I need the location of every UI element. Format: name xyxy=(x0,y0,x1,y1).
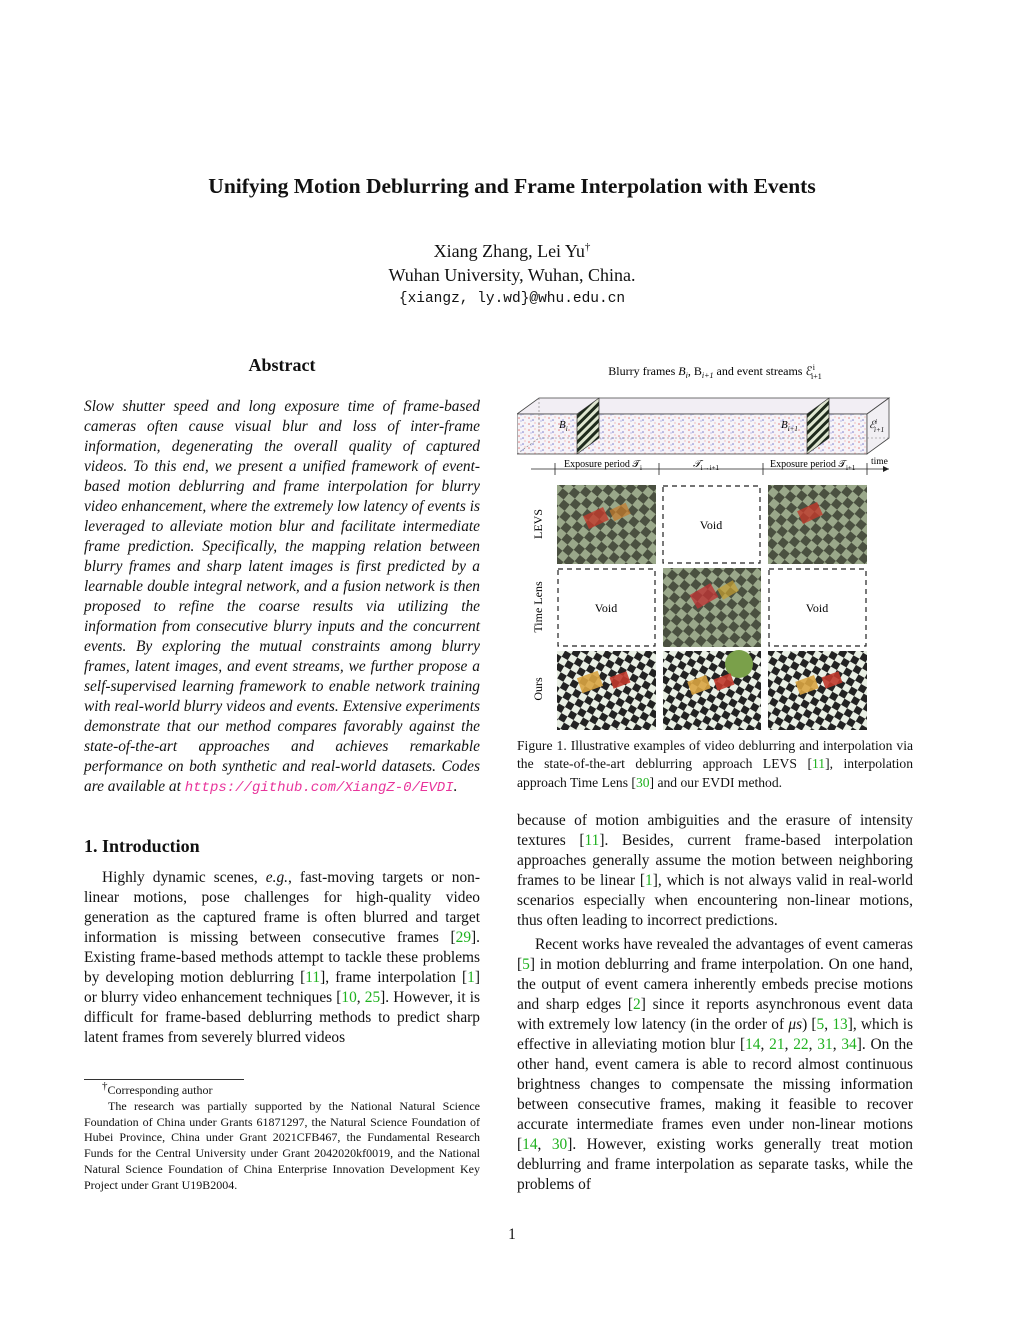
citation[interactable]: 22 xyxy=(793,1036,809,1053)
svg-text:𝒯i→i+1: 𝒯$_{i\to i+1}$ xyxy=(693,459,720,472)
left-column xyxy=(84,355,480,1052)
svg-text:Bi+1: $B_{i+1}$ xyxy=(781,419,798,433)
citation[interactable]: 1 xyxy=(467,969,475,986)
citation[interactable]: 29 xyxy=(455,929,472,946)
timeline xyxy=(531,457,889,475)
paper-email: {xiangz, ly.wd}@whu.edu.cn xyxy=(398,291,626,307)
citation[interactable]: 5 xyxy=(522,956,530,973)
figure-graphic xyxy=(517,356,913,736)
svg-text:Void: Void xyxy=(805,601,829,615)
funding-note: The research was partially supported by the National Natural Science Foundation of China under Grants 61871297, the Natural Science Foundation of Hubei Province, China under Grant 2021CFB467, the Fundamental Research Funds for the Central University under Grant 2042020kf0019, and the National Natural Science Foundation of China Enterprise Innovation Development Key Project under Grant U19B2004. xyxy=(84,1098,480,1192)
event-volume-cube xyxy=(517,398,889,454)
author-mark: † xyxy=(584,241,591,253)
citation[interactable]: 5 xyxy=(816,1016,825,1033)
row-label-levs: LEVS xyxy=(531,509,545,539)
citation[interactable]: 1 xyxy=(645,872,653,889)
citation[interactable]: 11 xyxy=(584,832,600,849)
citation[interactable]: 30 xyxy=(551,1136,568,1153)
ours-frame-3 xyxy=(768,651,867,730)
levs-row xyxy=(557,485,867,564)
citation[interactable]: 34 xyxy=(841,1036,857,1053)
citation[interactable]: 13 xyxy=(832,1016,848,1033)
citation[interactable]: 14 xyxy=(745,1036,761,1053)
citation[interactable]: 11 xyxy=(305,969,321,986)
citation[interactable]: 30 xyxy=(635,774,650,790)
timelens-row xyxy=(558,568,866,647)
right-column xyxy=(517,811,913,1199)
citation[interactable]: 21 xyxy=(769,1036,785,1053)
paper-authors: Xiang Zhang, Lei Yu† xyxy=(433,241,591,261)
footnote xyxy=(84,1079,480,1194)
paper-affiliation: Wuhan University, Wuhan, China. xyxy=(388,265,636,285)
row-label-timelens: Time Lens xyxy=(531,581,545,633)
citation[interactable]: 11 xyxy=(811,756,826,772)
svg-text:ℰii+1: ℰ$^i$ i+1 xyxy=(869,418,885,434)
levs-frame-3 xyxy=(768,485,867,564)
svg-text:Exposure period 𝒯i+1: Exposure period 𝒯$_{i+1}$ xyxy=(770,459,856,472)
figure-top-label: Blurry frames $B_i$, $B_{i+1}$ and event streams ℰ$^i$ i+1 xyxy=(608,363,822,381)
intro-paragraph-1: Highly dynamic scenes, e.g., fast-moving targets or non-linear motions, pose challenges for high-quality video generation as the captured frame is often blurred and target information is missing between consecutive frames [29]. Existing frame-based methods attempt to tackle these problems by developing motion deblurring [11], frame interpolation [1] or blurry video enhancement techniques [10, 25]. However, it is difficult for frame-based deblurring methods to predict sharp latent frames from severely blurred videos xyxy=(84,869,481,1046)
timelens-frame-2 xyxy=(663,568,761,647)
svg-text:Void: Void xyxy=(594,601,618,615)
intro-paragraph-1-continued: because of motion ambiguities and the erasure of intensity textures [11]. Besides, current frame-based interpolation approaches generally assume the motion between neighboring frames to be linear [1], which is not always valid in real-world scenarios especially when encountering non-linear motions, thus often leading to incorrect predictions. xyxy=(517,812,913,929)
svg-text:Void: Void xyxy=(699,518,723,532)
abstract-text: Slow shutter speed and long exposure time of frame-based cameras often cause visual blur and loss of inter-frame information, degenerating the overall quality of captured videos. To this end, we present a unified framework of event-based motion deblurring and frame interpolation for blurry video enhancement, where the extremely low latency of events is leveraged to alleviate motion blur and facilitate intermediate frame prediction. Specifically, the mapping relation between blurry frames and sharp latent images is first predicted by a learnable double integral network, and a fusion network is then proposed to refine the coarse results via utilizing the information from consecutive blurry inputs and the concurrent events. By exploring the mutual constraints among blurry frames, latent images, and event streams, we further propose a self-supervised learning framework to enable network training with real-world blurry videos and events. Extensive experiments demonstrate that our method compares favorably against the state-of-the-art approaches and achieves remarkable performance on both synthetic and real-world datasets. Codes are available at https://github.com/XiangZ-0/EVDI. xyxy=(84,398,480,796)
figure-1 xyxy=(517,356,913,736)
code-link[interactable]: https://github.com/XiangZ-0/EVDI xyxy=(184,780,454,796)
citation[interactable]: 10 xyxy=(341,989,357,1006)
svg-text:Bi: $B_i$ xyxy=(559,419,568,433)
citation[interactable]: 25 xyxy=(364,989,381,1006)
corresponding-note: †Corresponding author xyxy=(102,1080,213,1097)
intro-paragraph-2: Recent works have revealed the advantages of event cameras [5] in motion deblurring and frame interpolation. On one hand, the output of event camera inherently embeds precise motions and sharp edges [2] since it reports asynchronous event data with extremely low latency (in the order of μs) [5, 13], which is effective in alleviating motion blur [14, 21, 22, 31, 34]. On the other hand, event camera is able to record almost continuous brightness changes to compensate the missing information between consecutive frames, making it feasible to recover accurate intermediate frames even under non-linear motions [14, 30]. However, existing works generally treat motion deblurring and frame interpolation as separate tasks, while the problems of xyxy=(517,936,914,1193)
svg-text:Exposure period 𝒯i: Exposure period 𝒯$_i$ xyxy=(564,459,642,472)
ours-row xyxy=(557,650,867,730)
intro-heading: 1. Introduction xyxy=(84,836,200,856)
row-label-ours: Ours xyxy=(531,677,545,701)
citation[interactable]: 2 xyxy=(633,996,641,1013)
figure-caption: Figure 1. Illustrative examples of video deblurring and interpolation via the state-of-the-art deblurring approach LEVS [11], interpolation approach Time Lens [30] and our EVDI method. xyxy=(517,738,913,790)
citation[interactable]: 14 xyxy=(522,1136,538,1153)
abstract-heading: Abstract xyxy=(248,355,316,375)
levs-frame-1 xyxy=(557,485,656,564)
citation[interactable]: 31 xyxy=(817,1036,833,1053)
svg-text:time: time xyxy=(871,457,888,467)
paper-title: Unifying Motion Deblurring and Frame Interpolation with Events xyxy=(208,174,816,198)
page-number: 1 xyxy=(508,1226,516,1243)
footnote-rule xyxy=(84,1079,244,1080)
ours-frame-1 xyxy=(557,651,656,730)
